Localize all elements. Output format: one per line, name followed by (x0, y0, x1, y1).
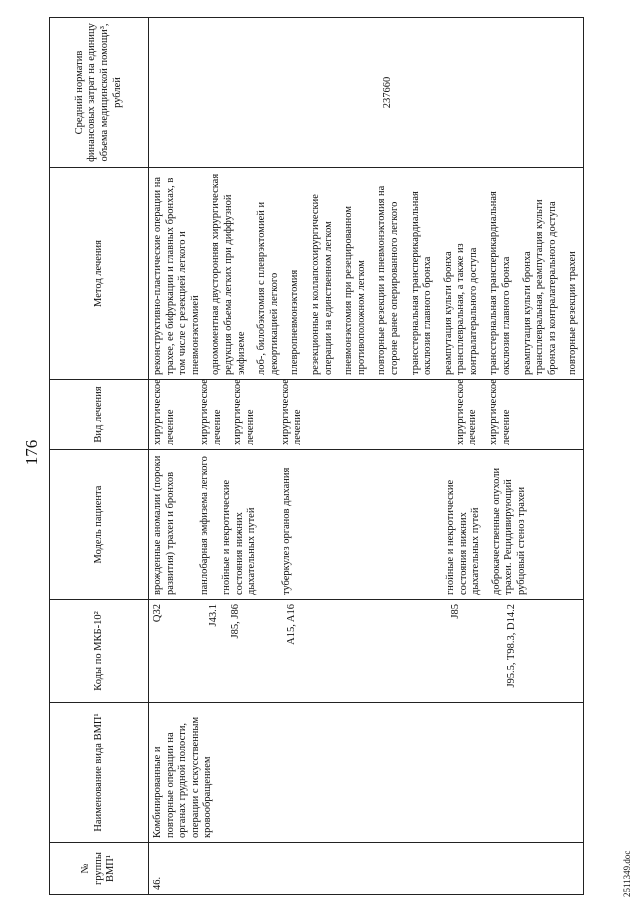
cell-group-no: 46. (149, 843, 584, 895)
header-treatment-type: Вид лечения (50, 380, 149, 450)
patient-model-text: гнойные и некротические состояния нижних дыхательных путей (444, 479, 482, 595)
header-vmp-name: Наименование вида ВМП¹ (50, 703, 149, 843)
treatment-type-text: хирургическое лечение (152, 379, 176, 445)
treatment-type-text: хирургическое лечение (487, 379, 512, 445)
cell-vmp-name: Комбинированные и повторные операции на органах грудной полости, операции с искусственным кровообращением (149, 703, 584, 843)
treatment-type-text: хирургическое лечение (232, 379, 256, 445)
header-group-no: № группы ВМП¹ (50, 843, 149, 895)
icd-code: J43.1 (208, 604, 219, 627)
treatment-method-text: реампутация культи бронха трансплевральная, а также из контралатерального доступа (442, 243, 479, 375)
icd-code: Q32 (152, 604, 163, 623)
vmp-table (49, 17, 584, 895)
patient-model-text: панлобарная эмфизема легкого (199, 456, 211, 595)
cell-cost-standard (149, 18, 584, 168)
treatment-method-text: трансстернальная трансперикардиальная окклюзия главного бронха (409, 191, 434, 375)
header-icd-codes: Коды по МКБ-10² (50, 600, 149, 703)
icd-code: J85 (450, 604, 461, 619)
treatment-method-text: пневмонэктомия при резецированном противоположном легком (343, 206, 367, 375)
patient-model-text: доброкачественные опухоли трахеи. Рецидивирующий рубцовый стеноз трахеи (490, 467, 527, 595)
treatment-method-text: плевропневмонэктомия (289, 269, 301, 375)
icd-code: J85, J86 (230, 604, 241, 639)
treatment-type-text: хирургическое лечение (199, 379, 223, 445)
cell-treatment-type (149, 380, 584, 450)
header-treatment-method: Метод лечения (50, 168, 149, 380)
patient-model-text: гнойные и некротические состояния нижних дыхательных путей (221, 479, 258, 595)
treatment-method-text: повторные резекции и пневмонэктомия на стороне ранее оперированного легкого (376, 185, 400, 375)
cost-value: 237660 (382, 76, 393, 109)
table-row (149, 18, 584, 895)
icd-code: A15, A16 (286, 604, 297, 645)
cell-treatment-method (149, 168, 584, 380)
header-cost-standard: Средний норматив финансовых затрат на единицу объема медицинской помощи³, рублей (50, 18, 149, 168)
patient-model-text: врожденные аномалии (пороки развития) трахеи и бронхов (152, 455, 176, 595)
table-header-row (50, 18, 149, 895)
document-footer-id: 2511349.doc (622, 850, 632, 897)
treatment-type-text: хирургическое лечение (279, 379, 304, 445)
header-patient-model: Модель пациента (50, 450, 149, 600)
treatment-type-text: хирургическое лечение (454, 379, 479, 445)
treatment-method-text: резекционные и коллапсохирургические операции на единственном легком (309, 194, 334, 375)
treatment-method-text: одномоментная двусторонняя хирургическая редукция объема легких при диффузной эмфиземе (210, 173, 247, 375)
treatment-method-text: повторные резекции трахеи (567, 251, 579, 375)
treatment-method-text: трансстернальная трансперикардиальная окклюзия главного бронха (488, 191, 513, 375)
treatment-method-text: реконструктивно-пластические операции на трахее, ее бифуркации и главных бронхах, в том числе с резекцией легкого и пневмонэктомией (152, 176, 201, 375)
cell-patient-model (149, 450, 584, 600)
treatment-method-text: реампутация культи бронха трансплевральная, реампутация культи бронха из контралатерального доступа (521, 199, 558, 375)
page-number: 176 (22, 439, 41, 466)
cell-icd-codes (149, 600, 584, 703)
treatment-method-text: лоб-, билобэктомия с плеврэктомией и декортикацией легкого (256, 201, 280, 375)
icd-code: J95.5, T98.3, D14.2 (506, 604, 517, 688)
patient-model-text: туберкулез органов дыхания (280, 467, 292, 595)
